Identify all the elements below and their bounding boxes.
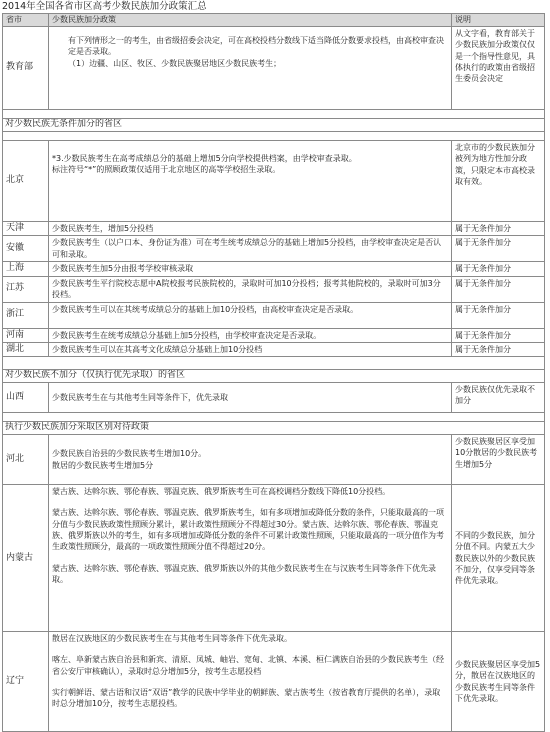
policy-table <box>2 13 545 732</box>
province-cell: 内蒙古 <box>3 485 49 632</box>
table-row <box>3 27 545 110</box>
policy-cell: 少数民族考生（以户口本、身份证为准）可在考生统考成绩总分的基础上增加5分投档，由学校审查决定是否认可和录取。 <box>49 236 452 262</box>
policy-cell <box>49 435 452 485</box>
section-title: 对少数民族不加分（仅执行优先录取）的省区 <box>3 370 545 383</box>
province-cell: 上海 <box>3 262 49 276</box>
section-title: 对少数民族无条件加分的省区 <box>3 119 545 132</box>
note-cell: 不同的少数民族，加分分值不同。内蒙五大少数民族以外的少数民族不加分，仅享受同等条件优先录取。 <box>452 485 545 632</box>
policy-text: 散居的少数民族考生增加5分 <box>52 460 154 470</box>
policy-text: 喀左、阜新蒙古族自治县和新宾、清原、凤城、岫岩、宽甸、北镇、本溪、桓仁满族自治县的少数民族考生（经省公安厅审核确认），录取时总分增加5分，按考生志愿投档 <box>52 655 444 676</box>
province-cell: 江苏 <box>3 276 49 302</box>
policy-text: 实行朝鲜语、蒙古语和汉语“双语”教学的民族中学毕业的朝鲜族、蒙古族考生（按省教育厅提供的名单），录取时总分增加10分，按考生志愿投档。 <box>52 688 441 709</box>
province-cell: 北京 <box>3 141 49 222</box>
table-row <box>3 262 545 276</box>
policy-cell <box>49 27 452 110</box>
note-cell: 从文字看，教育部关于少数民族加分政策仅仅是一个指导性意见，具体执行的政策由省级招生委员会决定 <box>452 27 545 110</box>
policy-cell <box>49 141 452 222</box>
policy-cell: 少数民族考生在统考成绩总分基础上加5分投档，由学校审查决定是否录取。 <box>49 328 452 342</box>
policy-text: 蒙古族、达斡尔族、鄂伦春族、鄂温克族、俄罗斯族考生，如有多项增加或降低分数的条件，只能取最高的一项分值与少数民族政策性照顾分累计，累计政策性照顾分不得超过30分。蒙古族、达斡尔族、鄂伦春族、鄂温克族、俄罗斯族以外的考生，如有多项增加或降低分数的条件不可累计政策性照顾，只能取最高的一项分值作为考生政策性照顾分，最高的一项政策性照顾分值不得超过20分。 <box>52 508 444 552</box>
policy-cell: 少数民族考生可以在其高考文化成绩总分基础上加10分投档 <box>49 342 452 356</box>
table-row <box>3 383 545 413</box>
table-row <box>3 632 545 732</box>
policy-text: 散居在汉族地区的少数民族考生在与其他考生同等条件下优先录取。 <box>52 634 292 644</box>
table-row <box>3 435 545 485</box>
province-cell: 山西 <box>3 383 49 413</box>
note-cell: 属于无条件加分 <box>452 236 545 262</box>
header-province: 省市 <box>3 14 49 27</box>
policy-text: 有下列情形之一的考生，由省级招委会决定，可在高校投档分数线下适当降低分数要求投档，由高校审查决定是否录取。 <box>68 36 444 57</box>
note-cell: 属于无条件加分 <box>452 302 545 328</box>
section-row <box>3 370 545 383</box>
note-cell: 北京市的少数民族加分被列为地方性加分政策，只限定本市高校录取有效。 <box>452 141 545 222</box>
table-row <box>3 276 545 302</box>
table-row <box>3 141 545 222</box>
policy-text: 蒙古族、达斡尔族、鄂伦春族、鄂温克族、俄罗斯族以外的其他少数民族考生在与汉族考生同等条件下优先录取。 <box>52 563 436 584</box>
policy-text: *3.少数民族考生在高考成绩总分的基础上增加5分向学校提供档案，由学校审查录取。 <box>52 154 357 163</box>
policy-cell <box>49 485 452 632</box>
table-row <box>3 302 545 328</box>
header-note: 说明 <box>452 14 545 27</box>
spacer-row <box>3 413 545 422</box>
table-header <box>3 14 545 27</box>
section-title: 执行少数民族加分采取区别对待政策 <box>3 422 545 435</box>
province-cell: 天津 <box>3 222 49 236</box>
note-cell: 少数民族聚居区享受加5分，散居在汉族地区的少数民族考生同等条件下优先录取。 <box>452 632 545 732</box>
table-row <box>3 222 545 236</box>
note-cell: 少数民族仅优先录取不加分 <box>452 383 545 413</box>
spacer-row <box>3 357 545 370</box>
spacer-row <box>3 132 545 141</box>
table-row <box>3 328 545 342</box>
policy-item: （1）边疆、山区、牧区、少数民族聚居地区少数民族考生； <box>68 58 282 68</box>
section-row <box>3 422 545 435</box>
policy-cell: 少数民族考生平行院校志愿中A院校报考民族院校的，录取时可加10分投档；报考其他院校的，录取时可加3分投档。 <box>49 276 452 302</box>
policy-cell: 少数民族考生加5分由报考学校审核录取 <box>49 262 452 276</box>
note-cell: 属于无条件加分 <box>452 342 545 356</box>
province-cell: 河南 <box>3 328 49 342</box>
province-cell: 浙江 <box>3 302 49 328</box>
spacer-row <box>3 110 545 119</box>
header-policy: 少数民族加分政策 <box>49 14 452 27</box>
policy-cell: 少数民族考生，增加5分投档 <box>49 222 452 236</box>
table-row <box>3 236 545 262</box>
policy-text: 标注符号“*”的照顾政策仅适用于北京地区的高等学校招生录取。 <box>52 165 281 175</box>
policy-text: 蒙古族、达斡尔族、鄂伦春族、鄂温克族、俄罗斯族考生可在高校调档分数线下降低10分投档。 <box>52 487 391 497</box>
note-cell: 属于无条件加分 <box>452 276 545 302</box>
table-row <box>3 342 545 356</box>
note-cell: 属于无条件加分 <box>452 328 545 342</box>
document-title: 2014年全国各省市区高考少数民族加分政策汇总 <box>2 1 207 12</box>
policy-cell: 少数民族考生可以在其统考成绩总分的基础上加10分投档，由高校审查决定是否录取。 <box>49 302 452 328</box>
province-cell: 河北 <box>3 435 49 485</box>
policy-text: 少数民族自治县的少数民族考生增加10分。 <box>52 449 207 459</box>
table-row <box>3 485 545 632</box>
note-cell: 少数民族聚居区享受加10分散居的少数民族考生增加5分 <box>452 435 545 485</box>
province-cell: 湖北 <box>3 342 49 356</box>
note-cell: 属于无条件加分 <box>452 262 545 276</box>
policy-cell <box>49 632 452 732</box>
note-cell: 属于无条件加分 <box>452 222 545 236</box>
policy-cell: 少数民族考生在与其他考生同等条件下，优先录取 <box>49 383 452 413</box>
province-cell: 教育部 <box>3 27 49 110</box>
province-cell: 安徽 <box>3 236 49 262</box>
section-row <box>3 119 545 132</box>
province-cell: 辽宁 <box>3 632 49 732</box>
